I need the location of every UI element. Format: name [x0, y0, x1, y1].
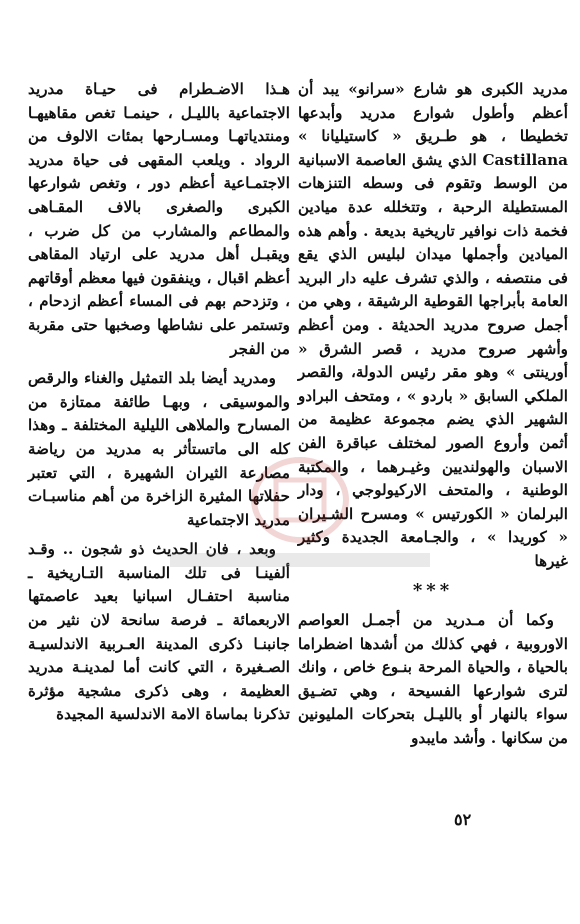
page-number: ٥٢	[454, 810, 472, 829]
left-paragraph-3: وبعد ، فان الحديث ذو شجون .. وقـد ألفينـا فى تلك المناسبة التـاريخية ـ مناسبة احتفـال اسبانيا بعيد عاصمتها الاربعمائة ـ فرصة سانحة لان نثير من جانبنـا ذكرى المدينة العـربية الاندلسيـة الصـغيرة ، التي كانت أما لمدينـة مدريد العظيمة ، وهى ذكرى مشجية مؤثرة تذكرنا بماساة الامة الاندلسية المجيدة	[28, 540, 290, 724]
section-separator: ***	[412, 580, 454, 602]
left-paragraph-1: هـذا الاضـطرام فى حيـاة مدريد الاجتماعية بالليـل ، حينمـا تغص مقاهيهـا ومنتدياتهـا ومسـارحها بمئات الالوف من الرواد . ويلعب المقهى فى حياة مدريد الاجتمـاعية أعظم دور ، وتغص شوارعها الكبرى والصغرى بالاف المقـاهى والمطاعم والمشارب من كل ضرب ، ويقبـل أهل مدريد على ارتياد المقاهى أعظم اقبال ، وينفقون فيها معظم أوقاتهم ، وتزدحم بهم فى المساء أعظم ازدحام ، وتستمر على نشاطها وصخبها حتى مقربة من الفجر	[28, 80, 290, 358]
left-column	[28, 78, 290, 733]
right-column	[298, 78, 568, 757]
right-paragraph-2: وكما أن مـدريد من أجمـل العواصم الاوروبية ، فهي كذلك من أشدها اضطراما بالحياة ، والحياة المرحة بنـوع خاص ، وانك لترى شوارعها الفسيحة ، وهي تضـيق سواء بالنهار أو بالليـل بتحركات المليونين من سكانها . وأشد مايبدو	[298, 611, 568, 748]
right-paragraph-1: مدريد الكبرى هو شارع «سرانو» يبد أن أعظم وأطول شوارع مدريد وأبدعها تخطيطا ، هو طـريق « كاستيليانا » Castillana الذي يشق العاصمة الاسبانية من الوسط وتقوم فى وسطه التنزهات المستطيلة الرحبة ، وتتخلله عدة ميادين فخمة ذات نوافير تاريخية بديعة . وأهم هذه الميادين وأجملها ميدان لبليس الذي يقع فى منتصفه ، والذي تشرف عليه دار البريد العامة بأبراجها القوطية الرشيقة ، وهي من أجمل صروح مدريد الحديثة . ومن أعظم وأشهر صروح مدريد ، قصر الشرق « أورينتى » وهو مقر رئيس الدولة، والقصر الملكي السابق « باردو » ، ومتحف البرادو الشهير الذي يضم مجموعة عظيمة من أثمن وأروع الصور لمختلف عباقرة الفن الاسبان والهولنديين وغيـرهما ، والمكتبة الوطنية ، والمتحف الاركيولوجي ، ودار البرلمان « الكورتيس » ومسرح الشـيران « كوريدا » ، والجـامعة الجديدة وكثير غيرها	[298, 80, 568, 570]
left-paragraph-2: ومدريد أيضا بلد التمثيل والغناء والرقص والموسيقى ، وبهـا طائفة ممتازة من المسارح والملاهى الليلية المختلفة ـ وهذا كله الى ماتستأثر به مدريد من رياضة مصارعة الثيران الشهيرة ، التي تعتبر حفلاتها المثيرة الزاخرة من أهم مناسبـات مدريد الاجتماعية	[28, 369, 290, 529]
